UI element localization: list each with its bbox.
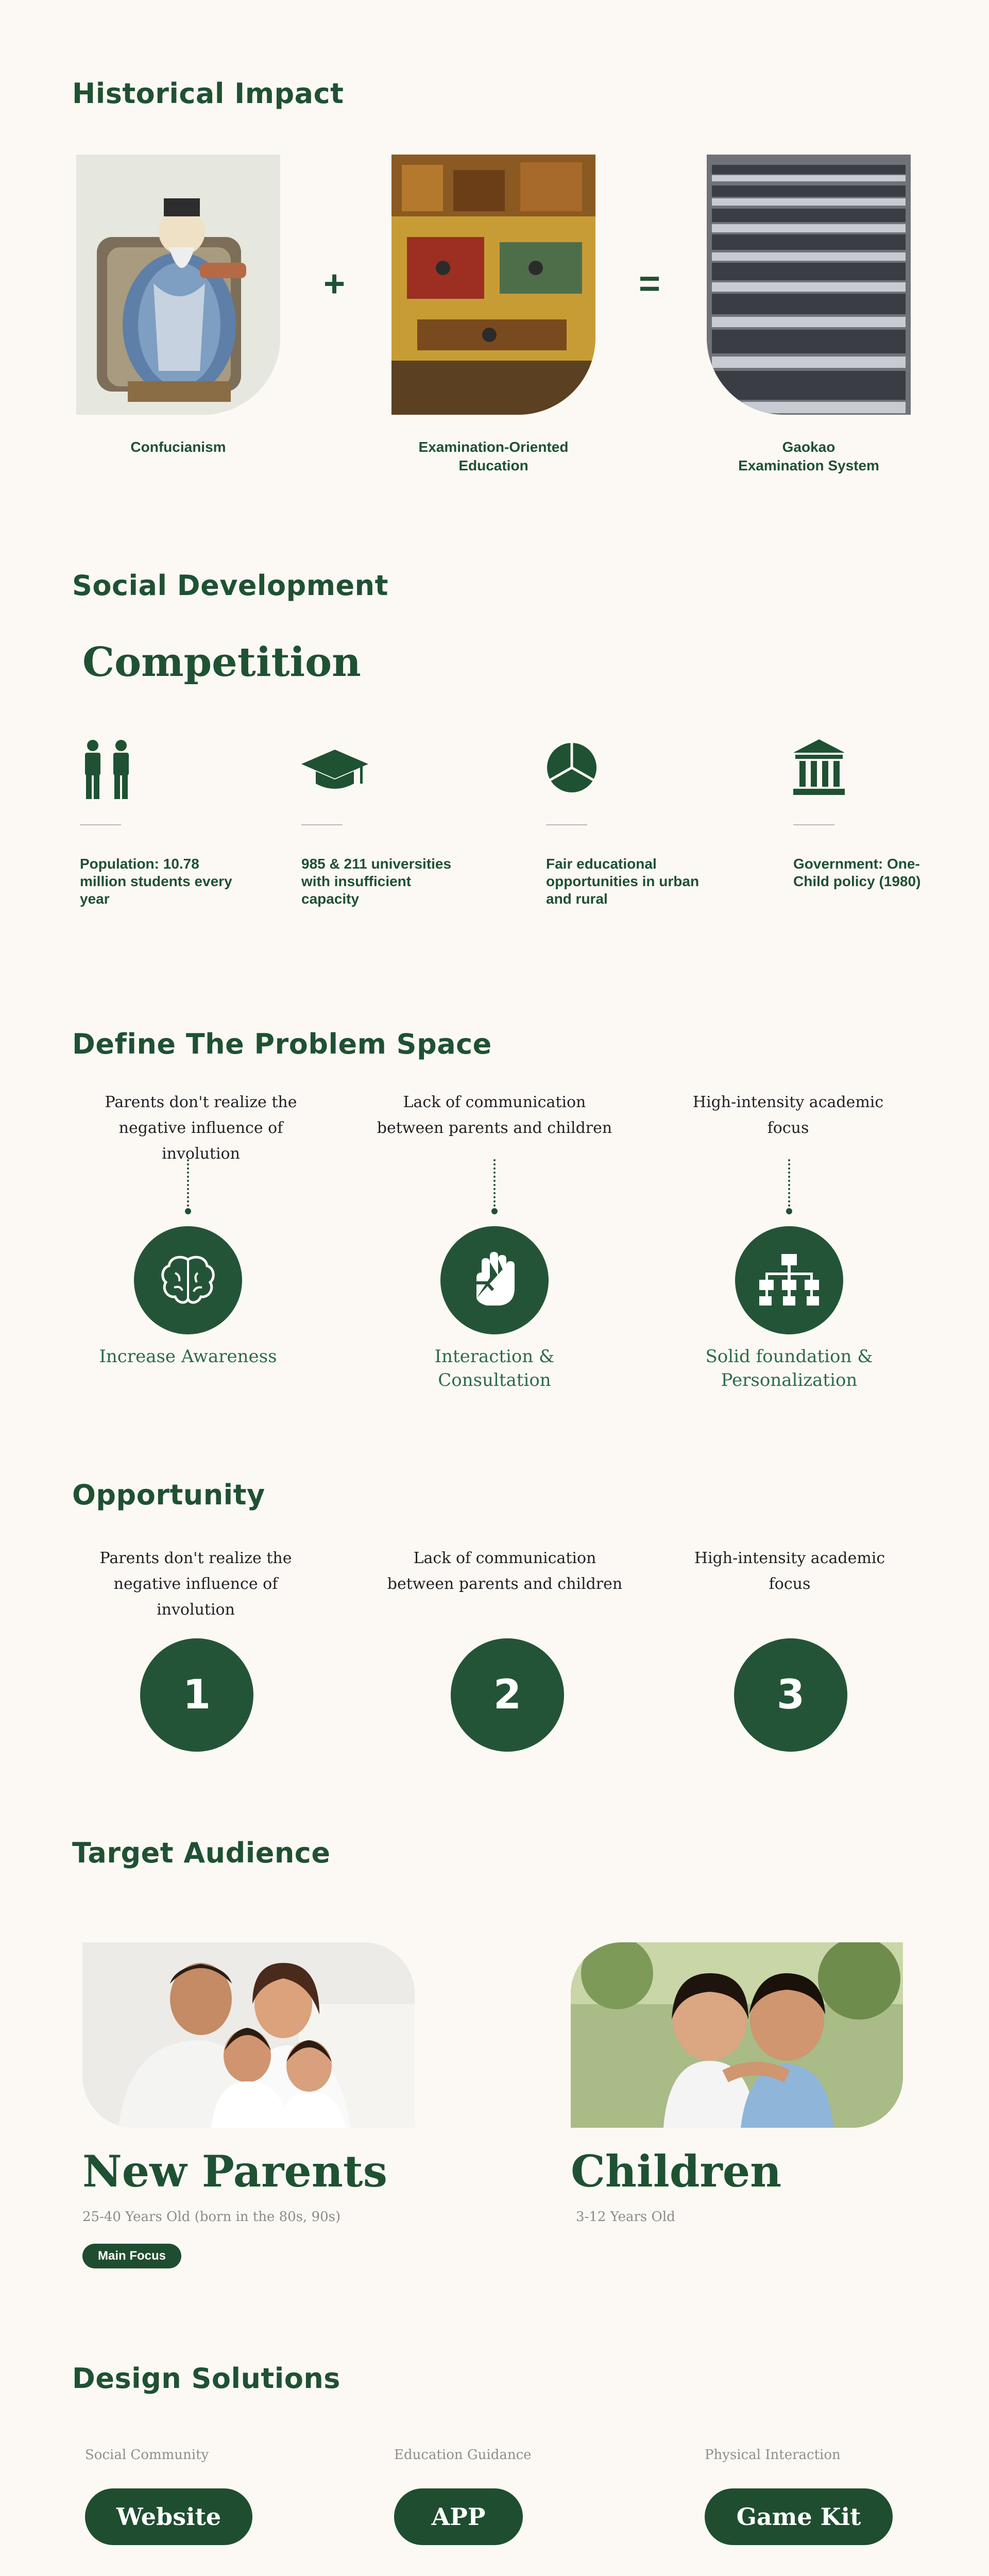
label-solid-foundation: Solid foundation & Personalization bbox=[705, 1346, 873, 1391]
stat-universities: 985 & 211 universities with insufficient capacity bbox=[301, 856, 452, 907]
examination-painting bbox=[391, 155, 595, 415]
stat-divider bbox=[793, 824, 834, 825]
graduation-cap-icon bbox=[301, 750, 368, 793]
opportunity-number-1 bbox=[140, 1638, 253, 1752]
dotted-connector bbox=[788, 1159, 790, 1211]
handshake-icon bbox=[466, 1252, 523, 1309]
family-photo bbox=[82, 1942, 415, 2128]
connector-dot bbox=[491, 1208, 498, 1214]
number-label: 3 bbox=[776, 1672, 805, 1718]
hierarchy-circle bbox=[735, 1226, 843, 1334]
label-interaction-consultation: Interaction & Consultation bbox=[434, 1346, 555, 1391]
equals-operator: = bbox=[639, 263, 661, 304]
people-icon bbox=[80, 739, 137, 804]
dotted-connector bbox=[493, 1159, 496, 1211]
dotted-connector bbox=[187, 1159, 189, 1211]
problem-text-3: High-intensity academic focus bbox=[692, 1093, 884, 1137]
new-parents-title: New Parents bbox=[82, 2146, 387, 2197]
number-label: 2 bbox=[493, 1672, 522, 1718]
government-building-icon bbox=[793, 739, 845, 799]
problem-text-1: Parents don't realize the negative influence of involution bbox=[105, 1093, 297, 1163]
opportunity-text-1: Parents don't realize the negative influence of involution bbox=[99, 1549, 292, 1619]
problem-space-title: Define The Problem Space bbox=[72, 1028, 492, 1060]
main-focus-badge: Main Focus bbox=[82, 2244, 181, 2268]
category-social-community: Social Community bbox=[85, 2447, 209, 2463]
pie-chart-icon bbox=[546, 742, 598, 796]
handshake-circle bbox=[440, 1226, 549, 1334]
brain-icon bbox=[160, 1255, 216, 1306]
stat-fair-education: Fair educational opportunities in urban and rural bbox=[546, 856, 700, 907]
children-photo bbox=[571, 1942, 903, 2128]
stat-government: Government: One-Child policy (1980) bbox=[793, 856, 921, 889]
competition-heading: Competition bbox=[82, 639, 361, 686]
problem-text-2: Lack of communication between parents and children bbox=[377, 1093, 612, 1137]
hierarchy-icon bbox=[758, 1252, 820, 1309]
opportunity-text-3: High-intensity academic focus bbox=[694, 1549, 885, 1593]
number-label: 1 bbox=[182, 1672, 211, 1718]
opportunity-number-2 bbox=[451, 1638, 564, 1752]
brain-circle bbox=[134, 1226, 242, 1334]
game-kit-button[interactable]: Game Kit bbox=[705, 2488, 893, 2545]
children-subtitle: 3-12 Years Old bbox=[576, 2209, 675, 2225]
social-development-title: Social Development bbox=[72, 569, 388, 602]
opportunity-number-3 bbox=[734, 1638, 847, 1752]
connector-dot bbox=[786, 1208, 792, 1214]
category-education-guidance: Education Guidance bbox=[394, 2447, 532, 2463]
gaokao-exam-hall-photo bbox=[707, 155, 911, 415]
connector-dot bbox=[185, 1208, 191, 1214]
stat-divider bbox=[546, 824, 587, 825]
label-increase-awareness: Increase Awareness bbox=[99, 1346, 277, 1367]
confucius-illustration bbox=[76, 155, 280, 415]
caption-examination-oriented: Examination-Oriented Education bbox=[418, 439, 569, 473]
opportunity-text-2: Lack of communication between parents and children bbox=[387, 1549, 623, 1593]
category-physical-interaction: Physical Interaction bbox=[705, 2447, 841, 2463]
children-title: Children bbox=[571, 2146, 782, 2197]
caption-gaokao: Gaokao Examination System bbox=[738, 439, 879, 473]
historical-impact-title: Historical Impact bbox=[72, 77, 344, 110]
app-button[interactable]: APP bbox=[394, 2488, 523, 2545]
plus-operator: + bbox=[323, 263, 346, 304]
new-parents-subtitle: 25-40 Years Old (born in the 80s, 90s) bbox=[82, 2209, 341, 2225]
design-solutions-title: Design Solutions bbox=[72, 2362, 340, 2395]
stat-population: Population: 10.78 million students every year bbox=[80, 856, 232, 907]
target-audience-title: Target Audience bbox=[72, 1837, 331, 1869]
opportunity-title: Opportunity bbox=[72, 1479, 265, 1511]
stat-divider bbox=[301, 824, 343, 825]
stat-divider bbox=[80, 824, 121, 825]
caption-confucianism: Confucianism bbox=[130, 439, 226, 455]
website-button[interactable]: Website bbox=[85, 2488, 252, 2545]
